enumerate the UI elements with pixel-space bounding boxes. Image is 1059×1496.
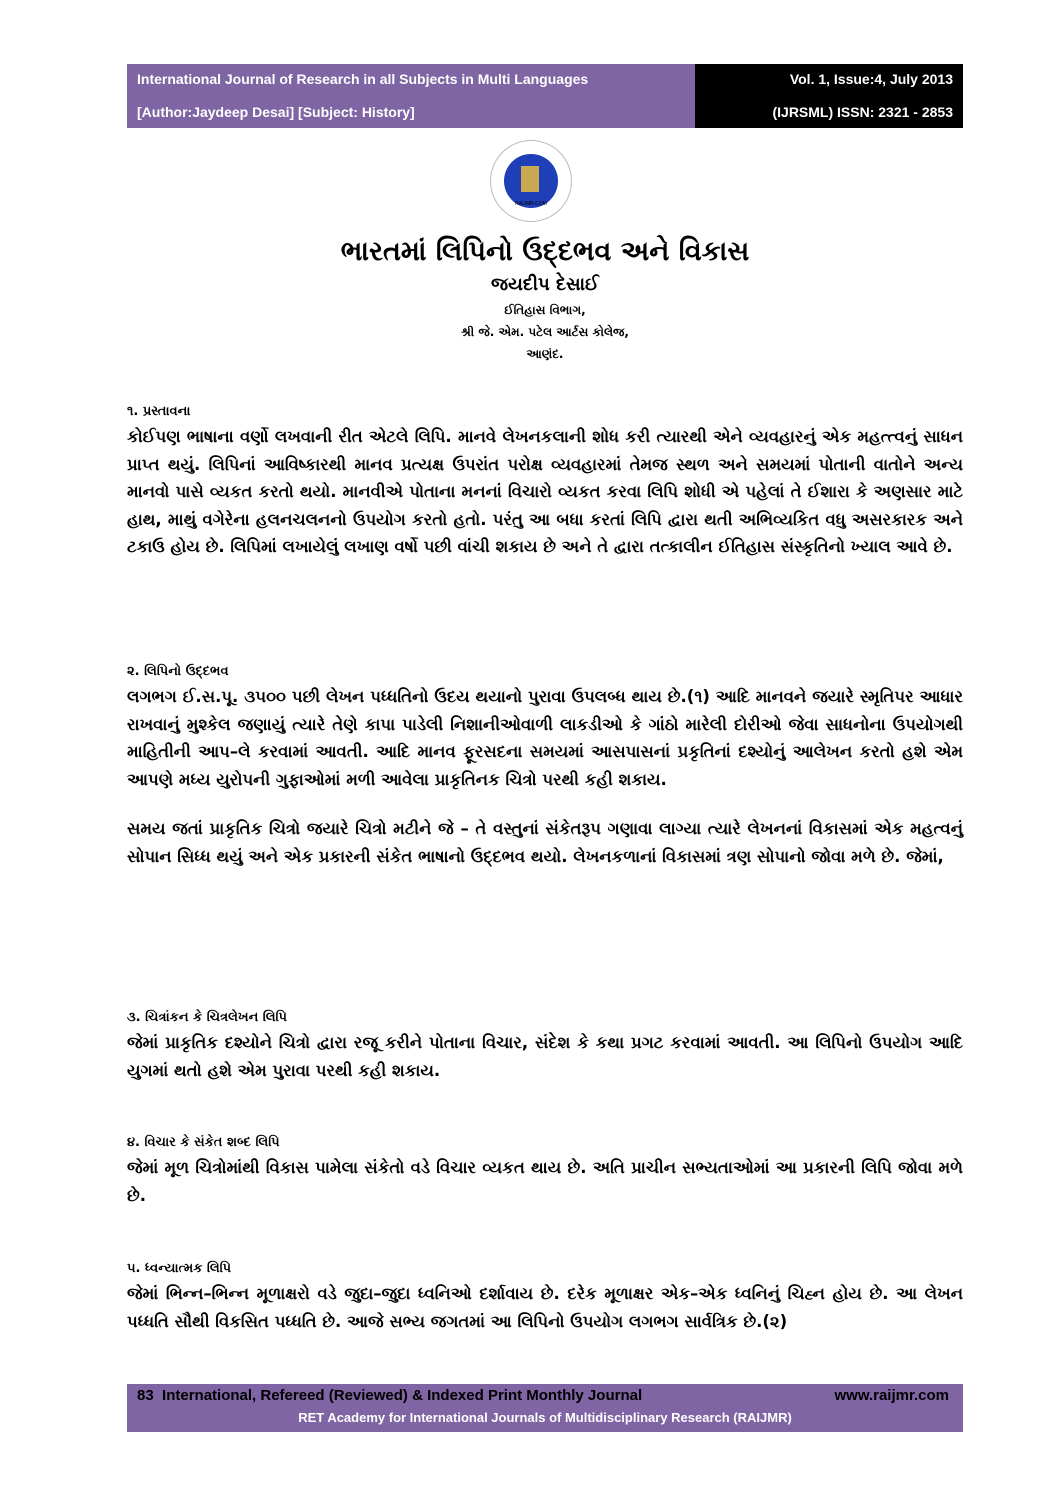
issn: (IJRSML) ISSN: 2321 - 2853 — [772, 104, 953, 120]
journal-footer — [127, 1384, 963, 1432]
logo-text: RAIJMR.COM — [515, 201, 547, 207]
section-heading: ૧. પ્રસ્તાવના — [127, 404, 191, 419]
article-title: ભારતમાં લિપિનો ઉદ્દભવ અને વિકાસ — [340, 236, 750, 267]
paragraph: જેમાં પ્રાકૃતિક દશ્યોને ચિત્રો દ્વારા રજૂ કરીને પોતાના વિચાર, સંદેશ કે કથા પ્રગટ કરવામાં આવતી. આ લિપિનો ઉપયોગ આદિ યુગમાં થતો હશે એમ પુરાવા પરથી કહી શકાય. — [127, 1033, 963, 1080]
website-link[interactable]: www.raijmr.com — [834, 1387, 949, 1404]
affiliation-college: શ્રી જે. એમ. પટેલ આર્ટસ કોલેજ, — [461, 325, 629, 339]
paragraph: સમય જતાં પ્રાકૃતિક ચિત્રો જયારે ચિત્રો મટીને જે – તે વસ્તુનાં સંકેતરૂપ ગણાવા લાગ્યા ત્યારે લેખનનાં વિકાસમાં એક મહત્વનું સોપાન સિધ્ધ થયું અને એક પ્રકારની સંકેત ભાષાનો ઉદ્દભવ થયો. લેખનકળાનાં વિકાસમાં ત્રણ સોપાનો જોવા મળે છે. જેમાં, — [127, 819, 963, 866]
section-introduction — [127, 404, 963, 561]
section-pictographic — [127, 1010, 963, 1084]
journal-header — [127, 64, 963, 128]
footer-line2: RET Academy for International Journals of Multidisciplinary Research (RAIJMR) — [298, 1410, 792, 1425]
affiliation-dept: ઈતિહાસ વિભાગ, — [504, 303, 586, 317]
raijmr-logo — [490, 140, 572, 222]
article-author: જયદીપ દેસાઈ — [491, 274, 599, 295]
paragraph: કોઈપણ ભાષાના વર્ણો લખવાની રીત એટલે લિપિ. માનવે લેખનકલાની શોધ કરી ત્યારથી એને વ્યવહારનું એક મહત્ત્વનું સાધન પ્રાપ્ત થયું. લિપિનાં આવિષ્કારથી માનવ પ્રત્યક્ષ ઉપરાંત પરોક્ષ વ્યવહારમાં તેમજ સ્થળ અને સમયમાં પોતાની વાતોને અન્ય માનવો પાસે વ્યકત કરતો થયો. માનવીએ પોતાના મનનાં વિચારો વ્યકત કરવા લિપિ શોધી એ પહેલાં તે ઈશારા કે અણસાર માટે હાથ, માથું વગેરેના હલનચલનનો ઉપયોગ કરતો હતો. પરંતુ આ બધા કરતાં લિપિ દ્વારા થતી અભિવ્યકિત વધુ અસરકારક અને ટકાઉ હોય છે. લિપિમાં લખાયેલું લખાણ વર્ષો પછી વાંચી શકાય છે અને તે દ્વારા તત્કાલીન ઈતિહાસ સંસ્કૃતિનો ખ્યાલ આવે છે. — [127, 427, 963, 556]
paragraph: લગભગ ઈ.સ.પૂ. ૩૫૦૦ પછી લેખન પધ્ધતિનો ઉદય થયાનો પુરાવા ઉપલબ્ધ થાય છે.(૧) આદિ માનવને જયારે સ્મૃતિપર આધાર રાખવાનું મુશ્કેલ જણાયું ત્યારે તેણે કાપા પાડેલી નિશાનીઓવાળી લાકડીઓ કે ગાંઠો મારેલી દોરીઓ જેવા સાધનોના ઉપયોગથી માહિતીની આપ–લે કરવામાં આવતી. આદિ માનવ ફૂરસદના સમયમાં આસપાસનાં પ્રકૃતિનાં દશ્યોનું આલેખન કરતો હશે એમ આપણે મધ્ય યુરોપની ગુફાઓમાં મળી આવેલા પ્રાકૃતિનક ચિત્રો પરથી કહી શકાય. — [127, 687, 963, 789]
section-heading: ૩. ચિત્રાંકન કે ચિત્રલેખન લિપિ — [127, 1010, 287, 1025]
paragraph: જેમાં ભિન્ન–ભિન્ન મૂળાક્ષરો વડે જુદા–જુદા ધ્વનિઓ દર્શાવાય છે. દરેક મૂળાક્ષર એક–એક ધ્વનિનું ચિહ્ન હોય છે. આ લેખન પધ્ધતિ સૌથી વિકસિત પધ્ધતિ છે. આજે સભ્ય જગતમાં આ લિપિનો ઉપયોગ લગભગ સાર્વત્રિક છે.(૨) — [127, 1284, 963, 1331]
page-number: 83 — [137, 1387, 154, 1404]
volume-info: Vol. 1, Issue:4, July 2013 — [789, 71, 953, 87]
author-subject: [Author:Jaydeep Desai] [Subject: History] — [137, 104, 415, 120]
section-ideographic — [127, 1135, 963, 1209]
section-origin — [127, 664, 963, 870]
section-heading: ૫. ધ્વન્યાત્મક લિપિ — [127, 1261, 232, 1276]
journal-name: International Journal of Research in all Subjects in Multi Languages — [137, 71, 589, 87]
volume-box — [695, 64, 963, 128]
affiliation-city: આણંદ. — [526, 347, 564, 361]
section-phonetic — [127, 1261, 963, 1335]
logo-emblem — [504, 154, 558, 208]
footer-line1 — [137, 1387, 642, 1404]
footer-journal-desc: International, Refereed (Reviewed) & Indexed Print Monthly Journal — [162, 1387, 643, 1404]
section-heading: ૨. લિપિનો ઉદ્દભવ — [127, 664, 229, 679]
paragraph: જેમાં મૂળ ચિત્રોમાંથી વિકાસ પામેલા સંકેતો વડે વિચાર વ્યકત થાય છે. અતિ પ્રાચીન સભ્યતાઓમાં આ પ્રકારની લિપિ જોવા મળે છે. — [127, 1158, 963, 1205]
section-heading: ૪. વિચાર કે સંકેત શબ્દ લિપિ — [127, 1135, 280, 1150]
